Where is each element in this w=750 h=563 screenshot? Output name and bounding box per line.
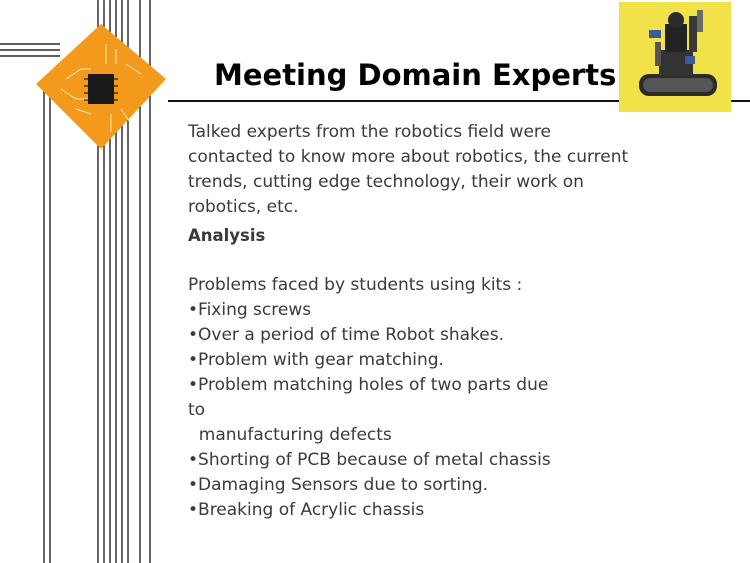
list-item: •Problem matching holes of two parts due [188,375,549,395]
list-item: •Damaging Sensors due to sorting. [188,475,489,495]
robot-image [619,2,731,112]
list-item: •Shorting of PCB because of metal chassis [188,450,551,470]
intro-line: robotics, etc. [188,197,299,217]
slide-body [188,120,688,523]
slide-title: Meeting Domain Experts [214,58,617,92]
analysis-heading: Analysis [188,226,266,245]
list-item: •Problem with gear matching. [188,350,444,370]
list-item: to [188,400,206,420]
list-item: •Fixing screws [188,300,312,320]
intro-line: trends, cutting edge technology, their work on [188,172,584,192]
list-item: •Over a period of time Robot shakes. [188,325,505,345]
list-item: manufacturing defects [188,425,392,445]
intro-line: Talked experts from the robotics field were [188,122,551,142]
intro-line: contacted to know more about robotics, the current [188,147,629,167]
list-item: •Breaking of Acrylic chassis [188,500,425,520]
problems-heading: Problems faced by students using kits : [188,275,523,295]
circuit-chip-image [36,24,166,154]
